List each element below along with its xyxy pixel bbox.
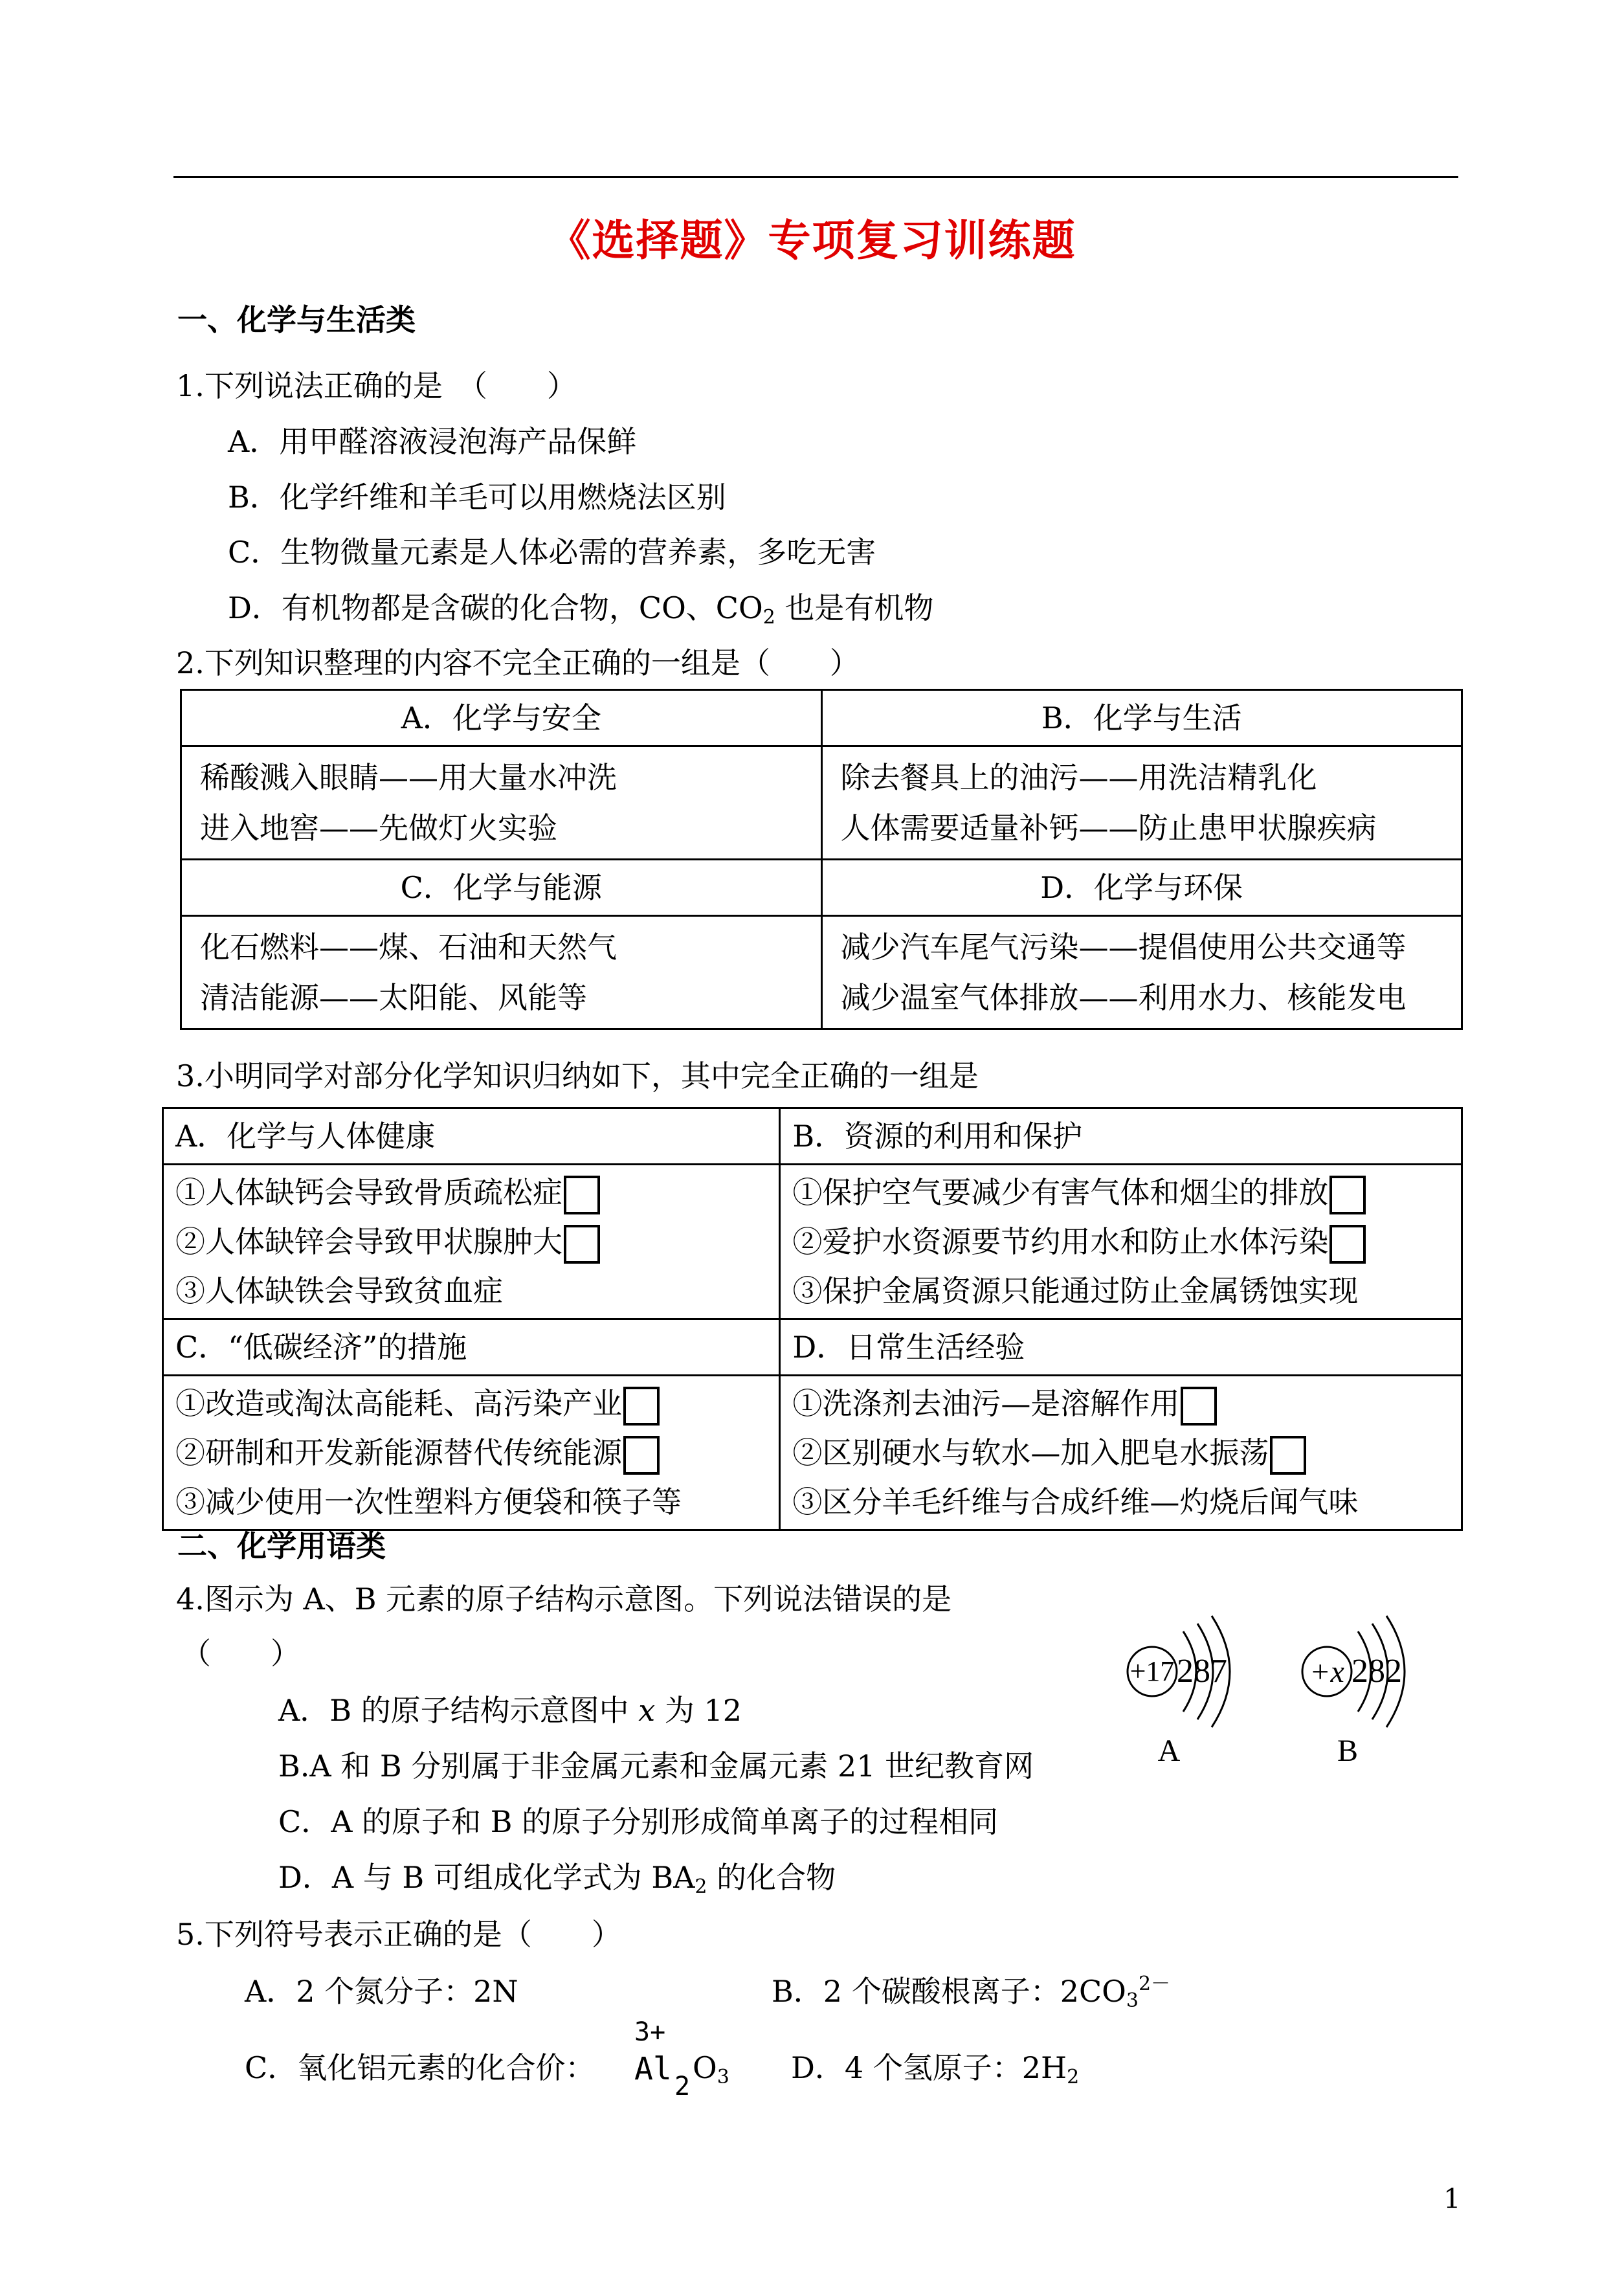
q3-a-line3: ③人体缺铁会导致贫血症 [175, 1273, 503, 1308]
q2-cell-c-body [181, 916, 822, 1029]
q3-cell-a-body [163, 1165, 780, 1319]
q3-b2-checkbox[interactable] [1329, 1225, 1366, 1264]
q5-option-a: A．2 个氮分子：2N [245, 1974, 518, 2009]
q5-option-b-text: B．2 个碳酸根离子：2CO [772, 1974, 1126, 2009]
q3-d-line2 [792, 1428, 1449, 1477]
q3-b-line2 [792, 1217, 1449, 1266]
q3-a2-text: ②人体缺锌会导致甲状腺肿大 [175, 1224, 562, 1259]
q4-option-a-text: A．B 的原子结构示意图中 [278, 1693, 639, 1728]
q5-option-c: C．氧化铝元素的化合价： [245, 2050, 595, 2085]
q3-cell-b-head: B．资源的利用和保护 [780, 1108, 1462, 1165]
q3-c2-checkbox[interactable] [623, 1436, 660, 1475]
q3-a1-text: ①人体缺钙会导致骨质疏松症 [175, 1175, 562, 1210]
header-rule [173, 176, 1458, 178]
q1-option-d [228, 588, 933, 627]
q4-option-c: C．A 的原子和 B 的原子分别形成简单离子的过程相同 [278, 1804, 999, 1839]
q3-c1-text: ①改造或淘汰高能耗、高污染产业 [175, 1386, 622, 1421]
q2-c-line1: 化石燃料——煤、石油和天然气 [200, 930, 617, 965]
q2-b-line1: 除去餐具上的油污——用洗洁精乳化 [840, 760, 1317, 795]
atom-b-nucleus: +x [1309, 1655, 1344, 1689]
q3-cell-a-head: A．化学与人体健康 [163, 1108, 780, 1165]
q3-a1-checkbox[interactable] [564, 1176, 600, 1214]
q3-a-line1 [175, 1168, 767, 1217]
section-heading-1: 一、化学与生活类 [177, 302, 416, 337]
q3-a2-checkbox[interactable] [564, 1225, 600, 1264]
q2-a-line1: 稀酸溅入眼睛——用大量水冲洗 [200, 760, 617, 795]
q1-stem: 1.下列说法正确的是 （ ） [176, 368, 577, 403]
q5-option-b [772, 1972, 1170, 2011]
q3-table [162, 1107, 1463, 1531]
q3-d1-text: ①洗涤剂去油污—是溶解作用 [792, 1386, 1180, 1421]
q2-cell-d-head: D．化学与环保 [821, 860, 1462, 916]
q5-option-c-o-subscript: 3 [717, 2066, 729, 2088]
q2-d-line2: 减少温室气体排放——利用水力、核能发电 [840, 980, 1407, 1015]
q5-option-c-al-subscript: 2 [674, 2072, 691, 2101]
q4-option-d-text: D．A 与 B 可组成化学式为 BA [278, 1860, 695, 1895]
atom-structure-diagram [1100, 1599, 1437, 1780]
q4-stem: 4.图示为 A、B 元素的原子结构示意图。下列说法错误的是 [176, 1582, 952, 1616]
q3-c2-text: ②研制和开发新能源替代传统能源 [175, 1435, 622, 1470]
q1-option-d-subscript: 2 [762, 606, 775, 629]
q3-d2-text: ②区别硬水与软水—加入肥皂水振荡 [792, 1435, 1269, 1470]
q5-option-b-superscript: 2－ [1138, 1973, 1171, 1995]
q2-d-line1: 减少汽车尾气污染——提倡使用公共交通等 [840, 930, 1407, 965]
q2-cell-a-body [181, 746, 822, 860]
q3-b-line1 [792, 1168, 1449, 1217]
q3-b-line3: ③保护金属资源只能通过防止金属锈蚀实现 [792, 1273, 1359, 1308]
q5-option-d [791, 2048, 1079, 2087]
q4-option-a-tail: 为 12 [655, 1693, 742, 1728]
atom-a-label: A [1157, 1734, 1181, 1768]
q5-option-c-al: Al [634, 2051, 672, 2087]
atom-b-diagram [1302, 1616, 1405, 1768]
page-number: 1 [1443, 2183, 1461, 2215]
q3-d-line3: ③区分羊毛纤维与合成纤维—灼烧后闻气味 [792, 1484, 1359, 1519]
q3-cell-c-head: C．“低碳经济”的措施 [163, 1319, 780, 1376]
q2-cell-b-head: B．化学与生活 [821, 690, 1462, 746]
section-heading-2: 二、化学用语类 [177, 1528, 386, 1563]
q3-a-line2 [175, 1217, 767, 1266]
q5-stem: 5.下列符号表示正确的是（ ） [176, 1917, 621, 1952]
q3-d-line1 [792, 1379, 1449, 1428]
atom-a-electrons: 287 [1177, 1653, 1227, 1690]
q1-option-c: C．生物微量元素是人体必需的营养素，多吃无害 [228, 535, 876, 570]
q1-option-a: A．用甲醛溶液浸泡海产品保鲜 [228, 424, 637, 459]
atom-a-diagram [1128, 1616, 1230, 1768]
q5-option-d-subscript: 2 [1067, 2066, 1080, 2088]
q2-a-line2: 进入地窖——先做灯火实验 [200, 811, 557, 845]
atom-a-nucleus: +17 [1129, 1655, 1175, 1687]
q2-c-line2: 清洁能源——太阳能、风能等 [200, 980, 587, 1015]
atom-b-label: B [1337, 1734, 1359, 1768]
page-title: 《选择题》专项复习训练题 [548, 216, 1076, 265]
q3-d1-checkbox[interactable] [1181, 1387, 1217, 1426]
q3-cell-d-body [780, 1376, 1462, 1530]
q5-option-c-charge: 3+ [634, 2017, 666, 2047]
q4-option-a [278, 1691, 742, 1730]
q4-option-d [278, 1858, 836, 1897]
q4-option-d-subscript: 2 [695, 1875, 707, 1898]
q2-stem: 2.下列知识整理的内容不完全正确的一组是（ ） [176, 645, 860, 680]
q3-b2-text: ②爱护水资源要节约用水和防止水体污染 [792, 1224, 1329, 1259]
q5-option-c-o: O [693, 2050, 717, 2085]
q3-c1-checkbox[interactable] [623, 1387, 660, 1426]
q2-b-line2: 人体需要适量补钙——防止患甲状腺疾病 [840, 811, 1377, 845]
q5-option-d-text: D．4 个氢原子：2H [791, 2050, 1067, 2085]
q2-table [180, 689, 1463, 1030]
q1-option-d-text: D．有机物都是含碳的化合物，CO、CO [228, 590, 763, 625]
q2-cell-b-body [821, 746, 1462, 860]
q5-option-c-oxygen [693, 2048, 729, 2087]
q3-d2-checkbox[interactable] [1270, 1436, 1306, 1475]
q4-option-d-tail: 的化合物 [707, 1860, 836, 1895]
q3-c-line1 [175, 1379, 767, 1428]
q3-b1-checkbox[interactable] [1329, 1176, 1366, 1214]
q2-cell-c-head: C．化学与能源 [181, 860, 822, 916]
q1-option-b: B．化学纤维和羊毛可以用燃烧法区别 [228, 480, 726, 515]
q3-cell-b-body [780, 1165, 1462, 1319]
q3-cell-d-head: D．日常生活经验 [780, 1319, 1462, 1376]
atom-b-electrons: 282 [1351, 1653, 1402, 1690]
q2-cell-a-head: A．化学与安全 [181, 690, 822, 746]
q4-option-b: B.A 和 B 分别属于非金属元素和金属元素 21 世纪教育网 [278, 1749, 1034, 1784]
q3-c-line2 [175, 1428, 767, 1477]
q3-cell-c-body [163, 1376, 780, 1530]
q3-b1-text: ①保护空气要减少有害气体和烟尘的排放 [792, 1175, 1329, 1210]
q3-stem: 3.小明同学对部分化学知识归纳如下，其中完全正确的一组是 [176, 1058, 979, 1093]
q4-option-a-var: x [638, 1693, 656, 1728]
q2-cell-d-body [821, 916, 1462, 1029]
q1-option-d-tail: 也是有机物 [775, 590, 934, 625]
q5-option-b-subscript: 3 [1126, 1989, 1139, 2012]
q3-c-line3: ③减少使用一次性塑料方便袋和筷子等 [175, 1484, 682, 1519]
q4-paren: （ ） [181, 1636, 300, 1671]
